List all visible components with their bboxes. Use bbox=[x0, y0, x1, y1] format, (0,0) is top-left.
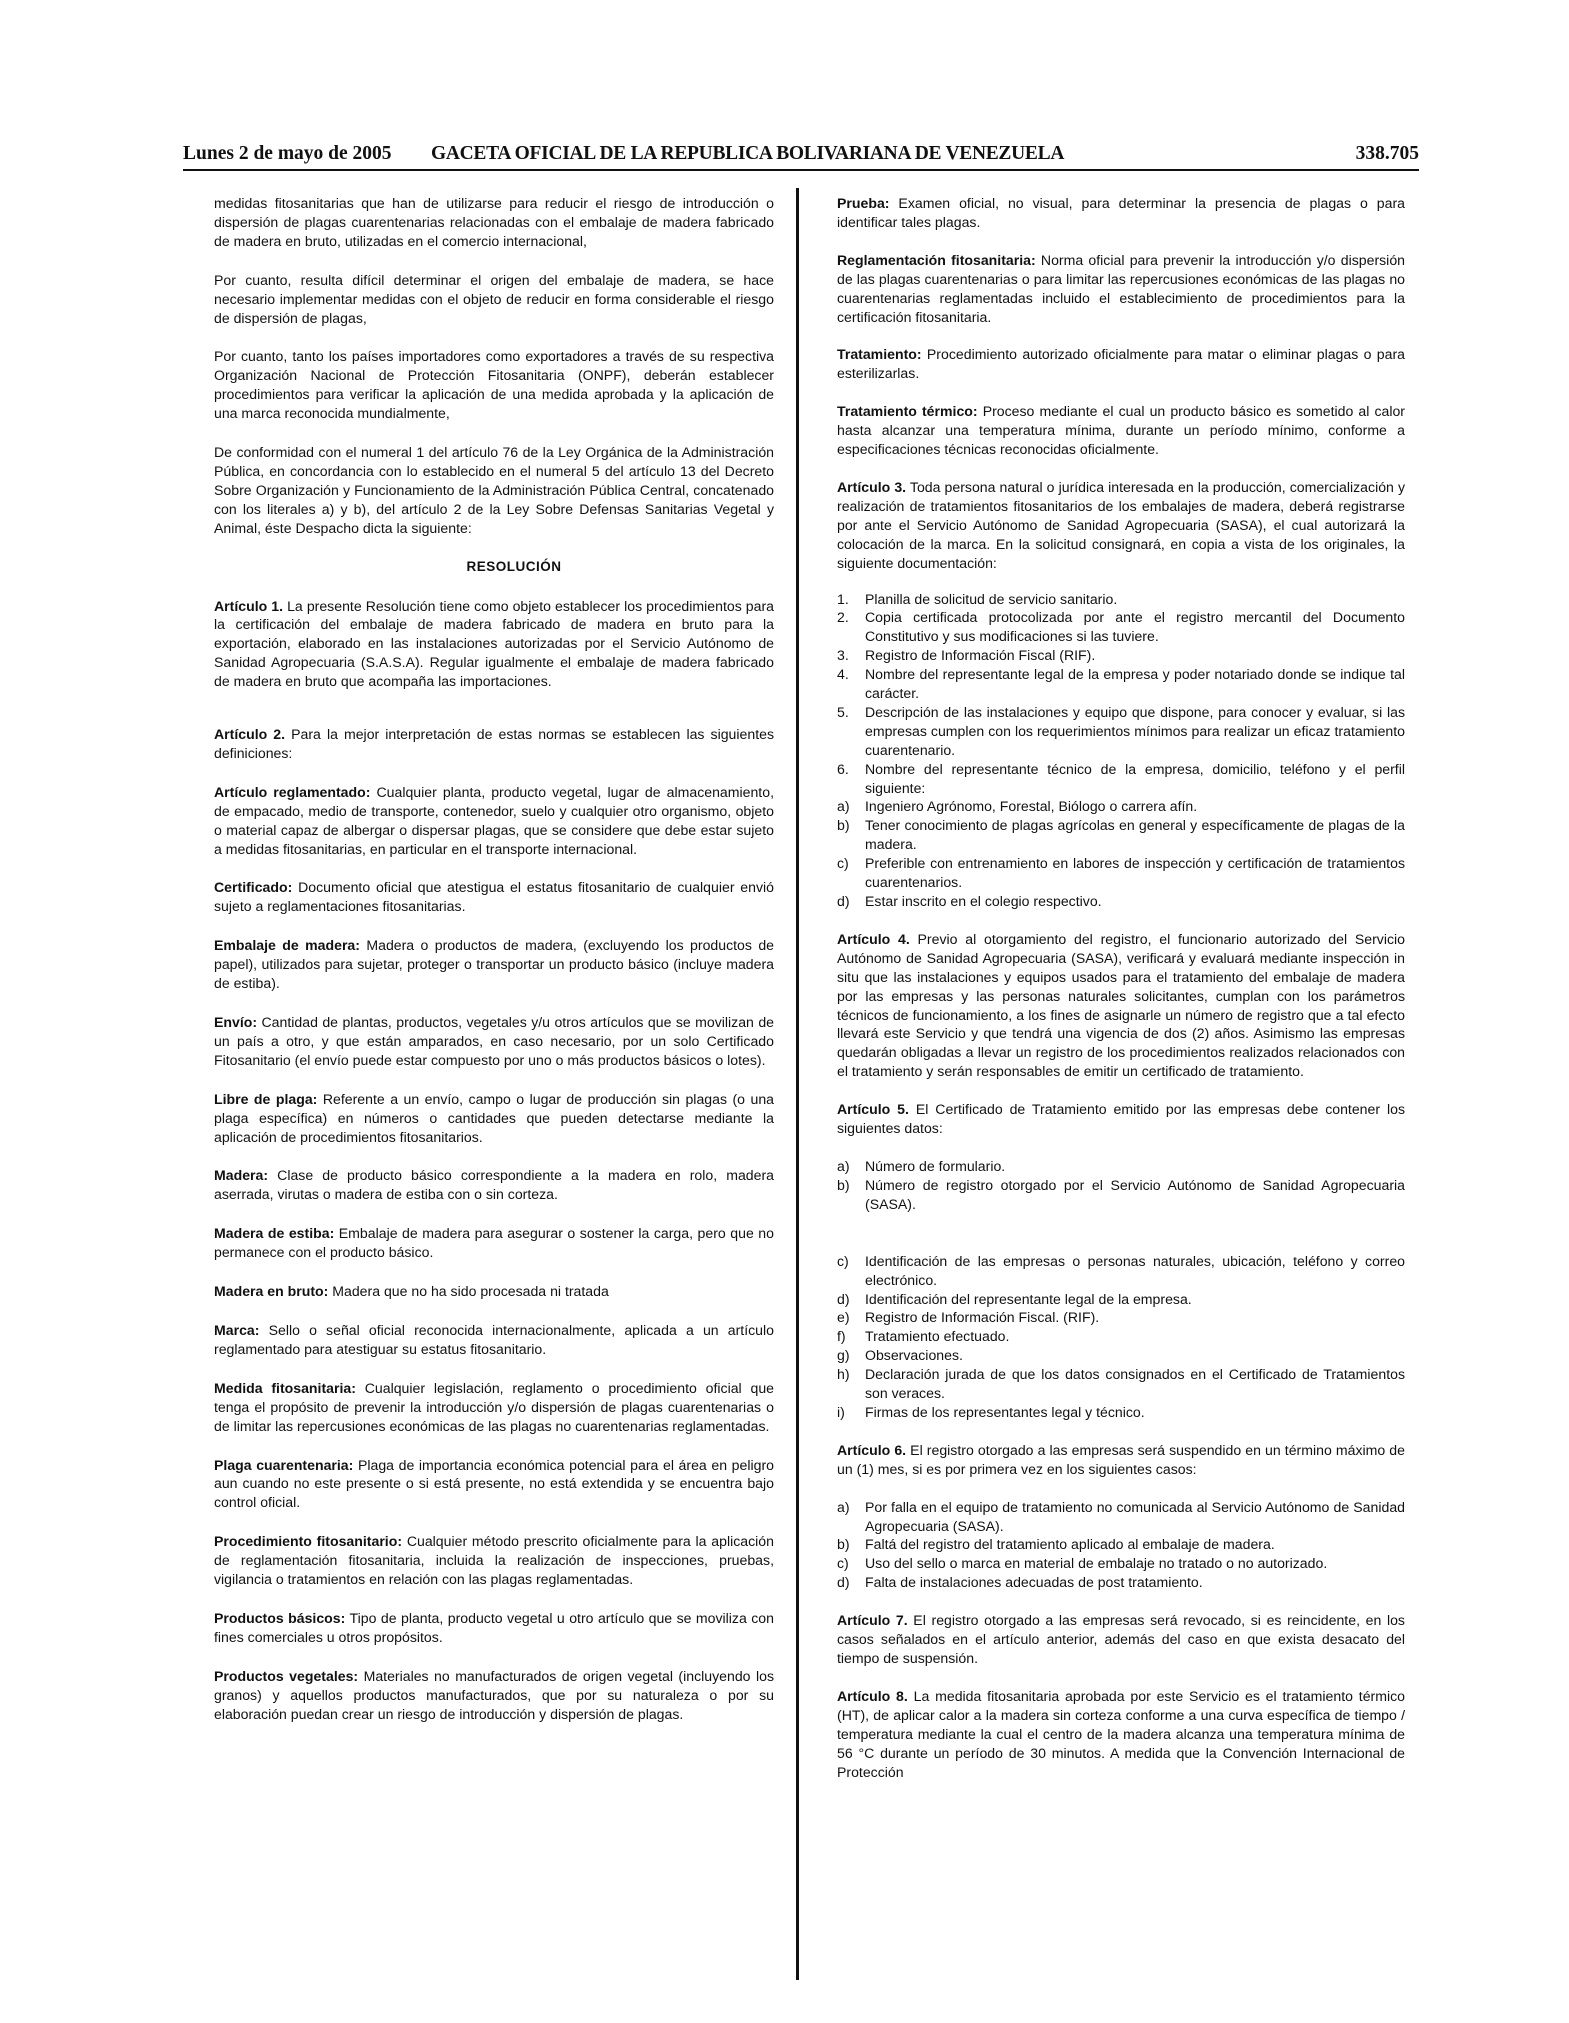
definition-text: Embalaje de madera para asegurar o sostener la carga, pero que no permanece con el producto básico. bbox=[214, 1225, 774, 1261]
list-item bbox=[837, 797, 1405, 816]
definition bbox=[214, 1166, 774, 1204]
article-label: Artículo 7. bbox=[837, 1612, 908, 1629]
list-item-text: Planilla de solicitud de servicio sanitario. bbox=[865, 590, 1118, 607]
definition bbox=[214, 1532, 774, 1589]
right-column bbox=[837, 194, 1405, 1800]
list-item-marker: b) bbox=[837, 1536, 850, 1553]
list-item-text: Ingeniero Agrónomo, Forestal, Biólogo o carrera afín. bbox=[865, 798, 1198, 815]
article-label: Artículo 6. bbox=[837, 1441, 907, 1458]
list-item bbox=[837, 1498, 1405, 1536]
list-item-marker: e) bbox=[837, 1309, 850, 1326]
header-rule bbox=[183, 169, 1419, 171]
article-6 bbox=[837, 1441, 1405, 1479]
intro-paragraph: Por cuanto, tanto los países importadores como exportadores a través de su respectiva Organización Nacional de Protección Fitosanitaria (ONPF), deberán establecer procedimientos para verificar la aplicación de una medida aprobada y la aplicación de una marca reconocida mundialmente, bbox=[214, 348, 774, 422]
list-item-marker: a) bbox=[837, 1157, 850, 1174]
list-item-text: Identificación de las empresas o personas naturales, ubicación, teléfono y correo electrónico. bbox=[865, 1252, 1405, 1288]
list-item-marker: c) bbox=[837, 1252, 849, 1269]
definition-text: Madera o productos de madera, (excluyendo los productos de papel), utilizados para sujetar, proteger o transportar un producto básico (incluye madera de estiba). bbox=[214, 937, 774, 992]
definition bbox=[214, 1379, 774, 1436]
definition-text: Proceso mediante el cual un producto básico es sometido al calor hasta alcanzar una temperatura mínima, durante un período mínimo, conforme a especificaciones técnicas reconocidas oficialmente. bbox=[837, 403, 1406, 458]
list-item bbox=[837, 1365, 1405, 1403]
definition-text: Clase de producto básico correspondiente a la madera en rolo, madera aserrada, virutas o madera de estiba con o sin corteza. bbox=[214, 1167, 774, 1203]
definition bbox=[837, 194, 1405, 232]
intro-paragraph: Por cuanto, resulta difícil determinar el origen del embalaje de madera, se hace necesario implementar medidas con el objeto de reducir en forma considerable el riesgo de dispersión de plagas, bbox=[214, 271, 774, 326]
list-item-marker: h) bbox=[837, 1366, 850, 1383]
list-item-marker: c) bbox=[837, 1555, 849, 1572]
intro-paragraph: medidas fitosanitarias que han de utilizarse para reducir el riesgo de introducción o dispersión de plagas cuarentenarias relacionadas con el embalaje de madera fabricado de madera en bruto, utilizadas en el comercio internacional, bbox=[214, 195, 774, 249]
list-item-marker: d) bbox=[837, 1574, 850, 1591]
list-item bbox=[837, 1252, 1405, 1290]
definition bbox=[214, 1013, 774, 1070]
list-item-text: Registro de Información Fiscal (RIF). bbox=[865, 647, 1096, 664]
definition-text: Plaga de importancia económica potencial para el área en peligro aun cuando no este presente o si está presente, no está extendida y se encuentra bajo control oficial. bbox=[214, 1456, 774, 1511]
definition bbox=[214, 936, 774, 993]
definition-text: Procedimiento autorizado oficialmente para matar o eliminar plagas o para esterilizarlas. bbox=[837, 346, 1405, 382]
article-label: Artículo 1. bbox=[214, 597, 284, 614]
header-date: Lunes 2 de mayo de 2005 bbox=[183, 143, 392, 164]
list-item-marker: d) bbox=[837, 893, 850, 909]
definition bbox=[214, 783, 774, 859]
article-text: El registro otorgado a las empresas será suspendido en un término máximo de un (1) mes, si es por primera vez en los siguientes casos: bbox=[837, 1441, 1405, 1477]
list-item-marker: b) bbox=[837, 1176, 850, 1193]
article-6-list bbox=[837, 1498, 1405, 1593]
definition-text: Cualquier planta, producto vegetal, lugar de almacenamiento, de empacado, medio de transporte, contenedor, suelo y cualquier otro organismo, objeto o material capaz de albergar o dispersar plagas, que se considere que debe estar sujeto a medidas fitosanitarias, en particular en el transporte internacional. bbox=[214, 783, 774, 857]
definition bbox=[214, 1321, 774, 1359]
list-item-text: Nombre del representante legal de la empresa y poder notariado donde se indique tal carácter. bbox=[865, 666, 1405, 702]
definition-term: Prueba: bbox=[837, 195, 890, 211]
list-item-text: Por falla en el equipo de tratamiento no comunicada al Servicio Autónomo de Sanidad Agropecuaria (SASA). bbox=[865, 1498, 1405, 1534]
list-item-marker: f) bbox=[837, 1328, 846, 1345]
article-2 bbox=[214, 725, 774, 763]
column-divider bbox=[796, 188, 799, 1980]
article-label: Artículo 4. bbox=[837, 930, 910, 947]
list-item bbox=[837, 608, 1405, 646]
definition-term: Tratamiento: bbox=[837, 346, 922, 363]
article-label: Artículo 8. bbox=[837, 1687, 908, 1704]
list-item-marker: i) bbox=[837, 1403, 845, 1420]
list-item-marker: c) bbox=[837, 855, 849, 872]
list-item bbox=[837, 854, 1405, 892]
list-item-text: Copia certificada protocolizada por ante el registro mercantil del Documento Constitutivo y sus modificaciones si las tuviere. bbox=[865, 609, 1405, 645]
article-text: La medida fitosanitaria aprobada por este Servicio es el tratamiento térmico (HT), de aplicar calor a la madera sin corteza conforme a una curva específica de tiempo / temperatura mediante la cual el centro de la madera alcanza una temperatura mínima de 56 °C durante un período de 30 minutos. A medida que la Convención Internacional de Protección bbox=[837, 1687, 1405, 1780]
list-item-marker: b) bbox=[837, 817, 850, 834]
definition-term: Reglamentación fitosanitaria: bbox=[837, 251, 1036, 268]
article-text: Previo al otorgamiento del registro, el funcionario autorizado del Servicio Autónomo de Sanidad Agropecuaria (SASA), verificará y evaluará mediante inspección in situ que las instalaciones y equipos usados para el tratamiento del embalaje de madera por las empresas y las personas naturales solicitantes, cumplan con los parámetros técnicos de funcionamiento, a los fines de asignarle un número de registro que a tal efecto llevará este Servicio y que tendrá una vigencia de dos (2) años. Asimismo las empresas quedarán obligadas a llevar un registro de los procedimientos realizados relacionados con el tratamiento y serán responsables de emitir un certificado de tratamiento. bbox=[837, 930, 1405, 1080]
list-item-marker: 4. bbox=[837, 666, 849, 683]
list-item-text: Faltá del registro del tratamiento aplicado al embalaje de madera. bbox=[865, 1536, 1275, 1553]
list-item bbox=[837, 1327, 1405, 1346]
article-text: El Certificado de Tratamiento emitido por las empresas debe contener los siguientes datos: bbox=[837, 1101, 1405, 1137]
list-item-text: Tratamiento efectuado. bbox=[865, 1328, 1010, 1345]
definition-term: Libre de plaga: bbox=[214, 1090, 318, 1107]
list-item bbox=[837, 1554, 1405, 1573]
article-text: El registro otorgado a las empresas será revocado, si es reincidente, en los casos señalados en el artículo anterior, además del caso en que exista desacato del tiempo de suspensión. bbox=[837, 1612, 1405, 1666]
definition-term: Artículo reglamentado: bbox=[214, 783, 371, 800]
list-item bbox=[837, 665, 1405, 703]
definition-text: Documento oficial que atestigua el estatus fitosanitario de cualquier envió sujeto a reglamentaciones fitosanitarias. bbox=[214, 879, 774, 915]
list-item-marker: a) bbox=[837, 1498, 850, 1515]
list-item bbox=[837, 816, 1405, 854]
list-item-text: Identificación del representante legal de la empresa. bbox=[865, 1290, 1192, 1307]
article-text: La presente Resolución tiene como objeto establecer los procedimientos para la certificación del embalaje de madera fabricado de madera en bruto para la exportación, elaborado en las instalaciones autorizadas por el Servicio Autónomo de Sanidad Agropecuaria (S.A.S.A). Regular igualmente el embalaje de madera fabricado de madera en bruto que acompaña las importaciones. bbox=[214, 597, 774, 690]
definition bbox=[214, 1609, 774, 1647]
definition-term: Medida fitosanitaria: bbox=[214, 1379, 356, 1396]
list-item bbox=[837, 1403, 1405, 1422]
definition-term: Plaga cuarentenaria: bbox=[214, 1456, 354, 1473]
definition-term: Embalaje de madera: bbox=[214, 937, 360, 954]
article-5-list-continued bbox=[837, 1252, 1405, 1422]
definition-term: Madera en bruto: bbox=[214, 1283, 329, 1300]
definition bbox=[214, 878, 774, 916]
definition-text: Examen oficial, no visual, para determinar la presencia de plagas o para identificar tales plagas. bbox=[837, 195, 1405, 230]
article-3 bbox=[837, 478, 1405, 573]
left-column bbox=[214, 194, 774, 1743]
definition-term: Procedimiento fitosanitario: bbox=[214, 1533, 403, 1550]
list-item-marker: d) bbox=[837, 1290, 850, 1307]
list-item-marker: 6. bbox=[837, 760, 849, 777]
definition-term: Productos básicos: bbox=[214, 1609, 346, 1626]
definition bbox=[837, 402, 1405, 459]
article-3-list bbox=[837, 590, 1405, 911]
definition-text: Referente a un envío, campo o lugar de producción sin plagas (o una plaga específica) en números o cantidades que pueden detectarse mediante la aplicación de procedimientos fitosanitarios. bbox=[214, 1090, 774, 1145]
article-text: Para la mejor interpretación de estas normas se establecen las siguientes definiciones: bbox=[214, 726, 774, 761]
list-item-text: Uso del sello o marca en material de embalaje no tratado o no autorizado. bbox=[865, 1555, 1328, 1572]
list-item bbox=[837, 1573, 1405, 1592]
definition bbox=[214, 1667, 774, 1724]
list-item bbox=[837, 646, 1405, 665]
article-8 bbox=[837, 1687, 1405, 1782]
definition-text: Madera que no ha sido procesada ni tratada bbox=[328, 1283, 609, 1300]
article-label: Artículo 5. bbox=[837, 1101, 909, 1118]
definition bbox=[837, 345, 1405, 383]
list-item-marker: 5. bbox=[837, 703, 849, 720]
article-5-list bbox=[837, 1157, 1405, 1214]
article-7 bbox=[837, 1611, 1405, 1668]
list-item bbox=[837, 703, 1405, 760]
article-text: Toda persona natural o jurídica interesada en la producción, comercialización y realización de tratamientos fitosanitarios de los embalajes de madera, deberá registrarse por ante el Servicio Autónomo de Sanidad Agropecuaria (SASA), el cual autorizará la colocación de la marca. En la solicitud consignará, en copia a vista de los originales, la siguiente documentación: bbox=[837, 478, 1405, 571]
list-item bbox=[837, 760, 1405, 798]
list-item-text: Número de formulario. bbox=[865, 1157, 1006, 1174]
list-item-text: Preferible con entrenamiento en labores de inspección y certificación de tratamientos cuarentenarios. bbox=[865, 855, 1405, 891]
list-item bbox=[837, 1346, 1405, 1365]
definition-term: Madera de estiba: bbox=[214, 1225, 335, 1242]
list-item-marker: g) bbox=[837, 1347, 850, 1364]
definition-text: Norma oficial para prevenir la introducción y/o dispersión de las plagas cuarentenarias o para limitar las repercusiones económicas de las plagas no cuarentenarias reglamentadas incluido el establecimiento de procedimientos para la certificación fitosanitaria. bbox=[837, 251, 1405, 325]
list-item-marker: a) bbox=[837, 798, 850, 815]
list-item bbox=[837, 1308, 1405, 1327]
list-item-text: Número de registro otorgado por el Servicio Autónomo de Sanidad Agropecuaria (SASA). bbox=[865, 1176, 1405, 1212]
intro-paragraph: De conformidad con el numeral 1 del artículo 76 de la Ley Orgánica de la Administración Pública, en concordancia con lo establecido en el numeral 5 del artículo 13 del Decreto Sobre Organización y Funcionamiento de la Administración Pública Central, concatenado con los literales a) y b), del artículo 2 de la Ley Sobre Defensas Sanitarias Vegetal y Animal, éste Despacho dicta la siguiente: bbox=[214, 444, 774, 536]
article-4 bbox=[837, 930, 1405, 1081]
list-item-text: Declaración jurada de que los datos consignados en el Certificado de Tratamientos son veraces. bbox=[865, 1366, 1405, 1402]
list-item bbox=[837, 1176, 1405, 1214]
definition-text: Materiales no manufacturados de origen vegetal (incluyendo los granos) y aquellos productos manufacturados, que por su naturaleza o por su elaboración puedan crear un riesgo de introducción y dispersión de plagas. bbox=[214, 1667, 774, 1722]
article-5 bbox=[837, 1100, 1405, 1138]
list-item-text: Nombre del representante técnico de la empresa, domicilio, teléfono y el perfil siguiente: bbox=[865, 760, 1405, 796]
list-item-text: Observaciones. bbox=[865, 1347, 963, 1364]
list-item bbox=[837, 590, 1405, 609]
list-item-text: Falta de instalaciones adecuadas de post tratamiento. bbox=[865, 1574, 1203, 1591]
list-item-text: Estar inscrito en el colegio respectivo. bbox=[865, 893, 1102, 909]
definition-term: Certificado: bbox=[214, 879, 293, 896]
definition-text: Cualquier legislación, reglamento o procedimiento oficial que tenga el propósito de prevenir la introducción y/o dispersión de plagas cuarentenarias o de limitar las repercusiones económicas de las plagas no cuarentenarias reglamentadas. bbox=[214, 1379, 774, 1434]
definition-term: Tratamiento térmico: bbox=[837, 403, 978, 420]
list-item bbox=[837, 1290, 1405, 1309]
header-page-number: 338.705 bbox=[1355, 143, 1419, 164]
definition bbox=[214, 1224, 774, 1262]
page-header bbox=[183, 143, 1419, 169]
definition-term: Madera: bbox=[214, 1167, 269, 1184]
definition bbox=[837, 251, 1405, 327]
list-item-marker: 3. bbox=[837, 647, 849, 664]
definition-text: Tipo de planta, producto vegetal u otro artículo que se moviliza con fines comerciales u otros propósitos. bbox=[214, 1609, 774, 1645]
definition-text: Cantidad de plantas, productos, vegetales y/u otros artículos que se movilizan de un país a otro, y que están amparados, en caso necesario, por un solo Certificado Fitosanitario (el envío puede estar compuesto por uno o más productos básicos o lotes). bbox=[214, 1014, 774, 1068]
definition-term: Marca: bbox=[214, 1321, 260, 1338]
definition bbox=[214, 1090, 774, 1147]
list-item-marker: 1. bbox=[837, 590, 849, 607]
article-1 bbox=[214, 597, 774, 692]
list-item bbox=[837, 892, 1405, 911]
list-item-text: Firmas de los representantes legal y técnico. bbox=[865, 1403, 1145, 1420]
list-item-text: Registro de Información Fiscal. (RIF). bbox=[865, 1309, 1100, 1326]
definition-text: Cualquier método prescrito oficialmente para la aplicación de reglamentación fitosanitaria, incluida la realización de inspecciones, pruebas, vigilancia o tratamientos en relación con las plagas reglamentadas. bbox=[214, 1533, 774, 1588]
header-title: GACETA OFICIAL DE LA REPUBLICA BOLIVARIANA DE VENEZUELA bbox=[431, 143, 1065, 164]
list-item-text: Descripción de las instalaciones y equipo que dispone, para conocer y evaluar, si las empresas cumplen con los requerimientos mínimos para realizar un eficaz tratamiento cuarentenario. bbox=[865, 703, 1405, 758]
list-item bbox=[837, 1157, 1405, 1176]
definition-term: Envío: bbox=[214, 1014, 258, 1030]
resolution-title: RESOLUCIÓN bbox=[466, 558, 562, 574]
definition bbox=[214, 1282, 774, 1301]
definition-text: Sello o señal oficial reconocida internacionalmente, aplicada a un artículo reglamentado para atestiguar su estatus fitosanitario. bbox=[214, 1321, 774, 1357]
list-item bbox=[837, 1535, 1405, 1554]
definition bbox=[214, 1456, 774, 1513]
list-item-text: Tener conocimiento de plagas agrícolas en general y específicamente de plagas de la madera. bbox=[865, 817, 1405, 853]
article-label: Artículo 2. bbox=[214, 726, 286, 743]
article-label: Artículo 3. bbox=[837, 478, 907, 495]
definition-term: Productos vegetales: bbox=[214, 1667, 359, 1684]
list-item-marker: 2. bbox=[837, 609, 849, 626]
